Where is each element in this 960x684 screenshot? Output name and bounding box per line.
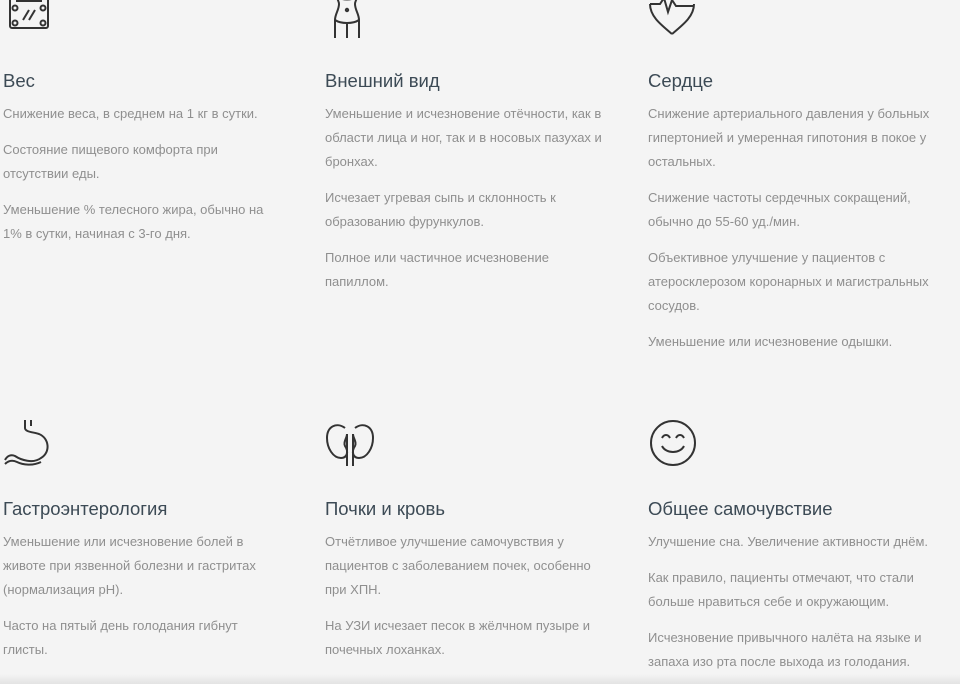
- kidneys-icon: [325, 418, 375, 468]
- smiley-face-icon: [648, 418, 698, 468]
- stomach-icon: [3, 418, 53, 468]
- card-title: Общее самочувствие: [648, 498, 833, 519]
- card-paragraph: Полное или частичное исчезновение папиллом.: [325, 250, 549, 289]
- card-paragraph: Состояние пищевого комфорта при отсутствии еды.: [3, 142, 218, 181]
- card-paragraph: Объективное улучшение у пациентов с атеросклерозом коронарных и магистральных сосудов.: [648, 250, 929, 313]
- body-figure-icon: [327, 0, 367, 40]
- card-title: Сердце: [648, 70, 713, 91]
- card-paragraph: Уменьшение или исчезновение одышки.: [648, 334, 893, 349]
- benefit-card-weight: [3, 0, 299, 241]
- heart-pulse-icon: [646, 0, 698, 38]
- card-title: Гастроэнтерология: [3, 498, 168, 519]
- card-paragraph: Уменьшение или исчезновение болей в животе при язвенной болезни и гастритах (нормализация pH).: [3, 534, 256, 597]
- card-paragraph: Исчезновение привычного налёта на языке и запаха изо рта после выхода из голодания.: [648, 630, 922, 669]
- card-title: Почки и кровь: [325, 498, 445, 519]
- card-paragraph: Уменьшение и исчезновение отёчности, как в области лица и ног, так и в носовых пазухах и бронхах.: [325, 106, 602, 169]
- card-paragraph: Улучшение сна. Увеличение активности днём.: [648, 534, 929, 549]
- card-paragraph: Отчётливое улучшение самочувствия у пациентов с заболеванием почек, особенно при ХПН.: [325, 534, 591, 597]
- scale-icon: [3, 0, 57, 40]
- card-title: Вес: [3, 70, 35, 91]
- benefit-card-gastro: [3, 418, 299, 657]
- card-paragraph: Снижение артериального давления у больных гипертонией и умеренная гипотония в покое у остальных.: [648, 106, 930, 169]
- card-paragraph: На УЗИ исчезает песок в жёлчном пузыре и почечных лоханках.: [325, 618, 590, 657]
- benefit-card-wellbeing: [648, 418, 944, 669]
- card-paragraph: Снижение веса, в среднем на 1 кг в сутки.: [3, 106, 258, 121]
- benefit-card-kidneys: [325, 418, 621, 657]
- card-paragraph: Как правило, пациенты отмечают, что стали больше нравиться себе и окружающим.: [648, 570, 914, 609]
- bottom-fade: [0, 674, 960, 684]
- card-paragraph: Часто на пятый день голодания гибнут глисты.: [3, 618, 238, 657]
- card-paragraph: Исчезает угревая сыпь и склонность к образованию фурункулов.: [325, 190, 556, 229]
- card-paragraph: Уменьшение % телесного жира, обычно на 1% в сутки, начиная с 3-го дня.: [3, 202, 264, 241]
- card-paragraph: Снижение частоты сердечных сокращений, обычно до 55-60 уд./мин.: [648, 190, 911, 229]
- card-title: Внешний вид: [325, 70, 440, 91]
